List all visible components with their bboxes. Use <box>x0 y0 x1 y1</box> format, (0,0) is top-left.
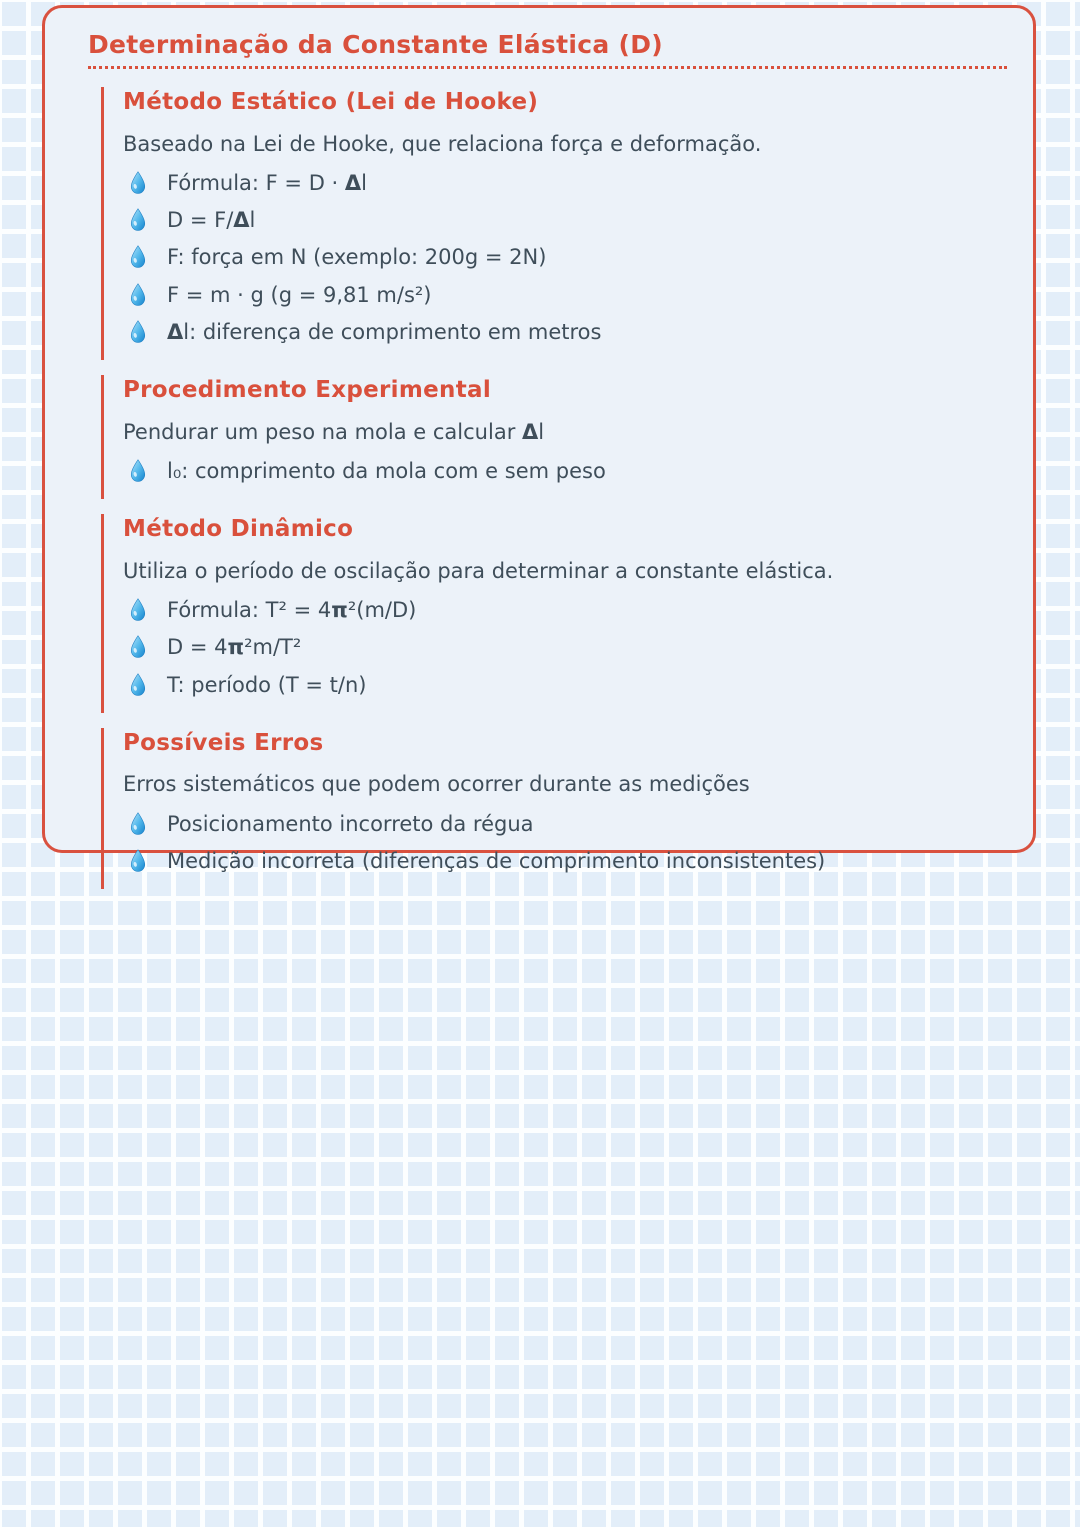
bullet-text: Δl: diferença de comprimento em metros <box>167 319 602 344</box>
section-intro: Pendurar um peso na mola e calcular Δl <box>123 419 545 444</box>
bullet-item <box>129 811 1009 837</box>
bullet-item <box>129 244 1009 270</box>
section <box>101 514 1009 713</box>
note-card <box>42 5 1036 873</box>
section-heading: Procedimento Experimental <box>123 377 491 404</box>
section-heading: Método Dinâmico <box>123 516 354 543</box>
bullet-text: Fórmula: F = D · Δl <box>167 170 367 195</box>
bullet-text: D = 4π²m/T² <box>167 635 302 660</box>
bullet-text: Posicionamento incorreto da régua <box>167 811 534 836</box>
water-drop-icon <box>129 283 147 307</box>
bullet-text: l₀: comprimento da mola com e sem peso <box>167 458 606 483</box>
page-title: Determinação da Constante Elástica (D) <box>88 30 664 59</box>
bullet-list <box>123 811 1009 875</box>
bullet-list <box>123 170 1009 345</box>
water-drop-icon <box>129 245 147 269</box>
bullet-text: Fórmula: T² = 4π²(m/D) <box>167 598 417 623</box>
bullet-item <box>129 597 1009 623</box>
water-drop-icon <box>129 598 147 622</box>
bullet-list <box>123 597 1009 698</box>
water-drop-icon <box>129 673 147 697</box>
bullet-item <box>129 458 1009 484</box>
bullet-text: F: força em N (exemplo: 200g = 2N) <box>167 245 547 270</box>
section-heading: Método Estático (Lei de Hooke) <box>123 89 539 115</box>
section <box>101 728 1009 889</box>
bullet-item <box>129 319 1009 345</box>
bullet-text: Medição incorreta (diferenças de comprimento inconsistentes) <box>167 848 826 873</box>
section-intro: Erros sistemáticos que podem ocorrer durante as medições <box>123 772 750 797</box>
bullet-list <box>123 458 1009 484</box>
water-drop-icon <box>129 171 147 195</box>
bullet-item <box>129 207 1009 233</box>
dotted-divider <box>88 66 1007 69</box>
water-drop-icon <box>129 320 147 344</box>
bullet-text: D = F/Δl <box>167 208 256 233</box>
bullet-item <box>129 282 1009 308</box>
bullet-item <box>129 848 1009 874</box>
section <box>101 87 1009 360</box>
water-drop-icon <box>129 208 147 232</box>
water-drop-icon <box>129 635 147 659</box>
bullet-text: T: período (T = t/n) <box>167 672 367 697</box>
bullet-item <box>129 672 1009 698</box>
section-intro: Baseado na Lei de Hooke, que relaciona força e deformação. <box>123 131 762 156</box>
bullet-item <box>129 170 1009 196</box>
section-heading: Possíveis Erros <box>123 729 324 756</box>
water-drop-icon <box>129 459 147 483</box>
water-drop-icon <box>129 812 147 836</box>
water-drop-icon <box>129 849 147 873</box>
section <box>101 375 1009 499</box>
bullet-text: F = m · g (g = 9,81 m/s²) <box>167 282 432 307</box>
bullet-item <box>129 634 1009 660</box>
section-intro: Utiliza o período de oscilação para determinar a constante elástica. <box>123 558 834 583</box>
sections <box>68 87 1009 889</box>
